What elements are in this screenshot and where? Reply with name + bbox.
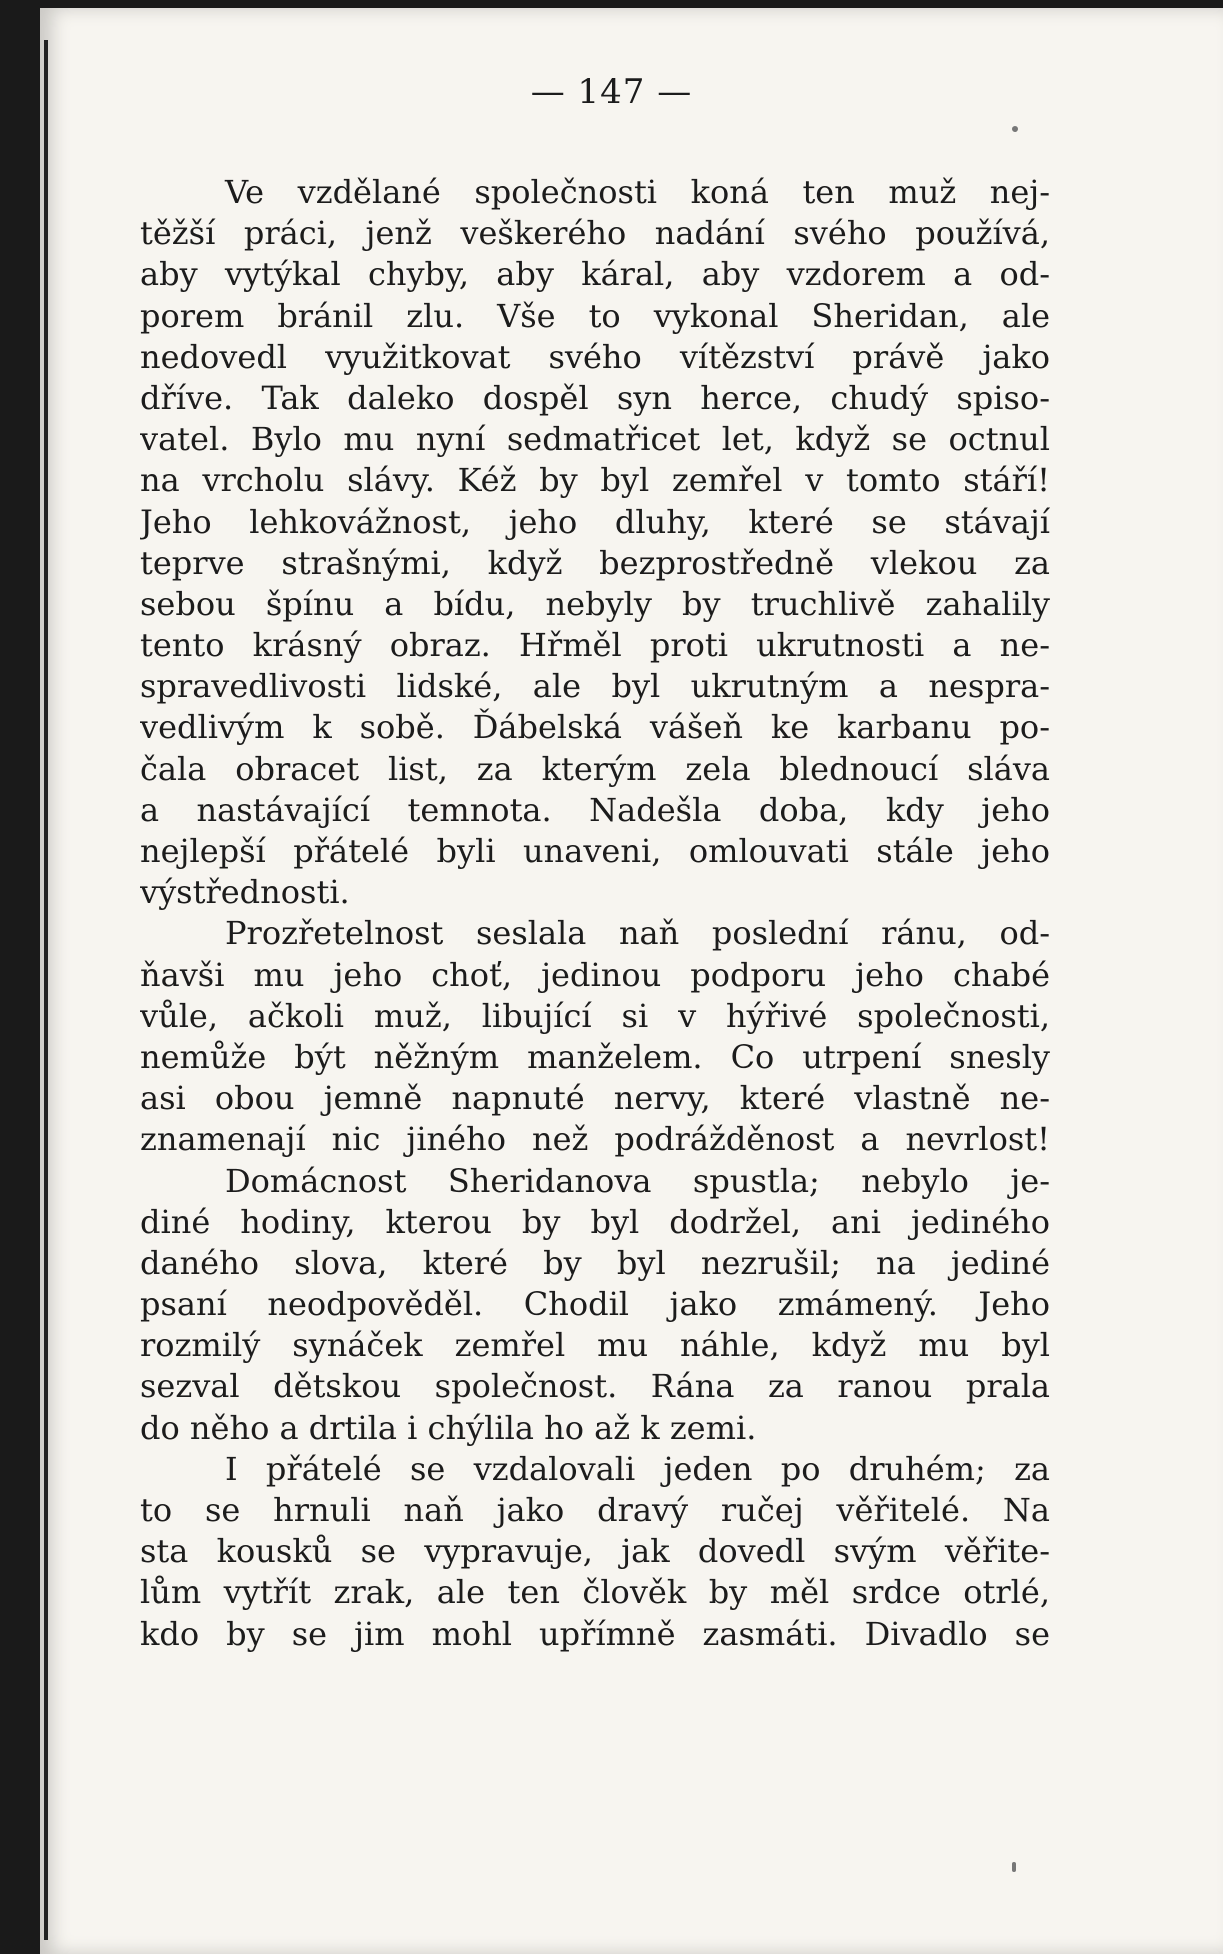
text-line: sebou špínu a bídu, nebyly by truchlivě zahalily [140, 584, 1050, 623]
text-line: ňavši mu jeho choť, jedinou podporu jeho chabé [140, 955, 1050, 994]
text-line: psaní neodpověděl. Chodil jako zmámený. Jeho [140, 1285, 1050, 1324]
text-line: rozmilý synáček zemřel mu náhle, když mu byl [140, 1326, 1050, 1365]
text-line: Jeho lehkovážnost, jeho dluhy, které se stávají [140, 502, 1050, 541]
text-line: vůle, ačkoli muž, libující si v hýřivé společnosti, [140, 996, 1050, 1035]
text-line: Ve vzdělané společnosti koná ten muž nej- [225, 173, 1050, 211]
text-line: sezval dětskou společnost. Rána za ranou prala [140, 1367, 1050, 1406]
page-number: — 147 — [530, 72, 693, 112]
text-line: to se hrnuli naň jako dravý ručej věřitelé. Na [140, 1491, 1050, 1529]
text-line: nedovedl využitkovat svého vítězství právě jako [140, 337, 1050, 376]
text-line: asi obou jemně napnuté nervy, které vlastně ne- [140, 1079, 1050, 1118]
text-line: daného slova, které by byl nezrušil; na jediné [140, 1243, 1050, 1282]
text-line: spravedlivosti lidské, ale byl ukrutným a nespra- [140, 667, 1050, 706]
text-line: kdo by se jim mohl upřímně zasmáti. Divadlo se [140, 1614, 1050, 1653]
text-line: na vrcholu slávy. Kéž by byl zemřel v tomto stáří! [140, 461, 1050, 500]
text-line: tento krásný obraz. Hřměl proti ukrutnosti a ne- [140, 626, 1050, 665]
page-spine-edge [44, 40, 48, 1940]
text-line: aby vytýkal chyby, aby káral, aby vzdorem a od- [140, 255, 1050, 294]
text-line: vedlivým k sobě. Ďábelská vášeň ke karbanu po- [140, 708, 1050, 747]
text-line: nemůže být něžným manželem. Co utrpení snesly [140, 1037, 1050, 1076]
text-line: porem bránil zlu. Vše to vykonal Sheridan, ale [140, 296, 1050, 335]
text-line: lům vytřít zrak, ale ten člověk by měl srdce otrlé, [140, 1573, 1050, 1612]
text-line: sta kousků se vypravuje, jak dovedl svým věřite- [140, 1532, 1050, 1571]
text-line: nejlepší přátelé byli unaveni, omlouvati stále jeho [140, 832, 1050, 870]
text-line: Prozřetelnost seslala naň poslední ránu, od- [225, 914, 1050, 953]
body-text [140, 172, 1050, 1655]
text-line: diné hodiny, kterou by byl dodržel, ani jediného [140, 1202, 1050, 1241]
text-line: a nastávající temnota. Nadešla doba, kdy jeho [140, 790, 1050, 829]
text-line: teprve strašnými, když bezprostředně vlekou za [140, 543, 1050, 582]
text-line: výstřednosti. [140, 873, 350, 912]
text-line: těžší práci, jenž veškerého nadání svého používá, [140, 214, 1050, 253]
text-line: vatel. Bylo mu nyní sedmatřicet let, když se octnul [140, 420, 1050, 459]
text-line: do něho a drtila i chýlila ho až k zemi. [140, 1408, 757, 1447]
text-line: čala obracet list, za kterým zela blednoucí sláva [140, 749, 1050, 788]
text-line: znamenají nic jiného než podrážděnost a nevrlost! [140, 1120, 1050, 1159]
print-speck [1012, 1862, 1016, 1872]
text-line: I přátelé se vzdalovali jeden po druhém; za [225, 1449, 1050, 1488]
print-speck [1012, 126, 1018, 132]
text-line: dříve. Tak daleko dospěl syn herce, chudý spiso- [140, 378, 1050, 417]
text-line: Domácnost Sheridanova spustla; nebylo je- [225, 1161, 1050, 1200]
